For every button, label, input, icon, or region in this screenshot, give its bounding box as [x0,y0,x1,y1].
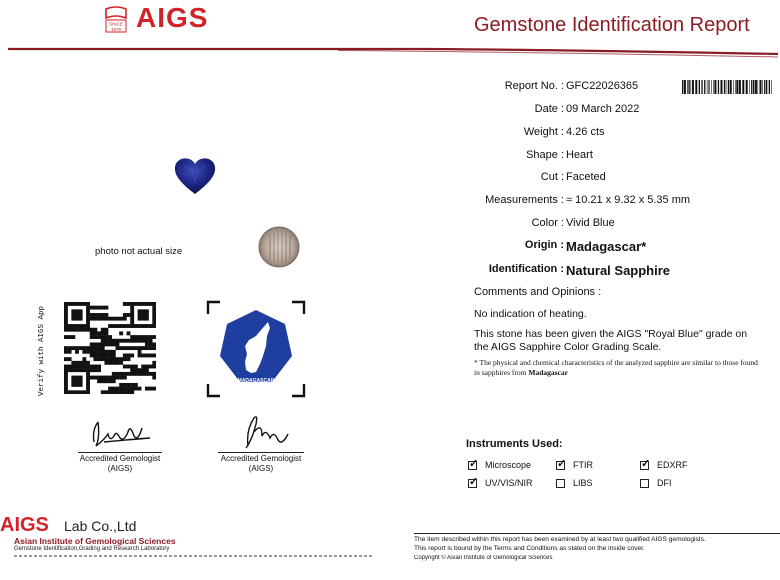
field-row [380,217,780,235]
sig2-org: (AIGS) [248,464,274,473]
field-label: Shape : [526,149,564,161]
field-row [380,194,780,212]
aigs-seal-icon [104,6,128,34]
seal-year: 1978 [110,27,122,32]
photo-note: photo not actual size [95,246,183,257]
footer-institute: Asian Institute of Gemological Sciences [14,536,176,546]
badge-label: MADAGASCAR [237,378,275,384]
checked-box-icon [556,461,565,470]
signature-caption-2 [210,454,312,474]
unchecked-box-icon [556,479,565,488]
comment-footnote [474,358,764,378]
signature-2 [232,410,292,452]
field-label: Date : [534,103,564,115]
field-value: ≈ 10.21 x 9.32 x 5.35 mm [566,194,691,206]
footer-divider [414,533,780,534]
aigs-logo: AIGS [136,2,209,33]
checked-box-icon [468,479,477,488]
field-value: Madagascar* [566,239,647,254]
footer-fine-print [14,554,374,558]
field-row [380,239,780,257]
sig1-org: (AIGS) [107,464,133,473]
verify-app-label: Verify with AIGS App [38,305,46,396]
barcode [682,80,772,94]
footer-aigs-logo: AIGS [0,514,49,536]
instrument-label: DFI [657,478,672,488]
footer-lab-name: Lab Co.,Ltd [64,518,137,534]
sig2-title: Accredited Gemologist [220,454,302,463]
field-row [380,263,780,281]
field-value: 09 March 2022 [566,103,640,115]
instrument-label: LIBS [573,478,593,488]
field-label: Measurements : [485,194,564,206]
field-label: Weight : [523,126,564,138]
instrument-label: Microscope [485,460,532,470]
instrument-label: FTIR [573,460,593,470]
instrument-item [640,476,672,490]
signature-line-1 [78,452,162,453]
footnote-text: * The physical and chemical characteristics of the analyzed sapphire are similar to those found in sapphires from [474,358,758,377]
field-label: Color : [531,217,564,229]
field-row [380,149,780,167]
unchecked-box-icon [640,479,649,488]
instrument-item [556,458,593,472]
footer-copyright: Copyright © Asian Institute of Gemological Sciences [414,555,553,561]
footer-examined-note: The item described within this report has been examined by at least two qualified AIGS gemologists. [414,536,706,543]
footnote-origin: Madagascar [528,368,568,377]
instrument-label: UV/VIS/NIR [485,478,533,488]
comments-heading: Comments and Opinions : [474,286,602,298]
field-value: Heart [566,149,593,161]
field-row [380,171,780,189]
seal-since: SINCE [109,21,123,27]
signature-caption-1 [70,454,170,474]
footer-subtitle: Gemstone Identification,Grading and Research Laboratory [14,546,170,552]
signature-1 [84,412,154,452]
field-label: Identification : [488,263,564,275]
field-value: Natural Sapphire [566,263,671,278]
comment-grade: This stone has been given the AIGS "Royal Blue" grade on the AIGS Sapphire Color Grading Scale. [474,328,748,353]
instrument-item [468,458,531,472]
signature-line-2 [218,452,304,453]
field-row [380,126,780,144]
sig1-title: Accredited Gemologist [79,454,161,463]
checked-box-icon [468,461,477,470]
checked-box-icon [640,461,649,470]
footer-terms-note: This report is bound by the Terms and Conditions as stated on the inside cover. [414,545,645,552]
heart-sapphire-photo [172,156,218,196]
instrument-item [556,476,593,490]
instrument-item [468,476,533,490]
instruments-heading: Instruments Used: [466,438,563,450]
field-label: Report No. : [504,80,564,92]
instrument-item [640,458,688,472]
report-title: Gemstone Identification Report [474,14,750,36]
header-divider [8,44,778,60]
qr-code[interactable] [64,302,156,394]
comment-heating: No indication of heating. [474,308,587,320]
field-label: Origin : [524,239,564,251]
hologram-sticker [258,226,300,268]
field-value: 4.26 cts [566,126,605,138]
field-row [380,103,780,121]
field-value: GFC22026365 [566,80,639,92]
field-value: Vivid Blue [566,217,615,229]
field-label: Cut : [540,171,564,183]
field-value: Faceted [566,171,606,183]
instrument-label: EDXRF [657,460,688,470]
